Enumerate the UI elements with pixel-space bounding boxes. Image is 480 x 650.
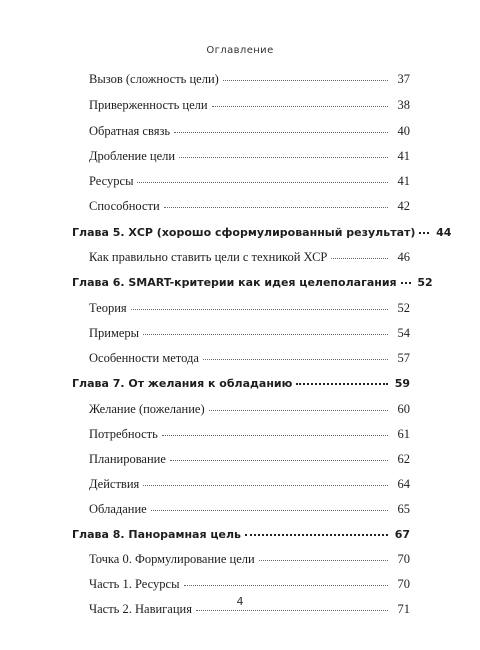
toc-entry-title: Глава 6. SMART-критерии как идея целеполагания — [72, 276, 397, 289]
dot-leader — [164, 199, 388, 208]
toc-section-entry — [89, 477, 410, 497]
toc-chapter-entry — [72, 528, 410, 548]
toc-entry-title: Часть 1. Ресурсы — [89, 577, 180, 591]
toc-section-entry — [89, 149, 410, 169]
toc-entry-page: 54 — [397, 326, 410, 340]
toc-chapter-entry — [72, 226, 452, 246]
toc-entry-page: 59 — [394, 377, 410, 390]
toc-entry-title: Действия — [89, 477, 140, 491]
toc-entry-title: Желание (пожелание) — [89, 402, 205, 416]
toc-entry-page: 71 — [397, 602, 410, 616]
toc-section-entry — [89, 124, 410, 144]
toc-entry-title: Вызов (сложность цели) — [89, 72, 219, 86]
toc-entry-title: Часть 2. Навигация — [89, 602, 192, 616]
toc-entry-page: 57 — [397, 351, 410, 365]
toc-entry-page: 41 — [397, 174, 410, 188]
toc-section-entry — [89, 427, 410, 447]
dot-leader — [203, 351, 388, 360]
toc-entry-title: Обладание — [89, 502, 147, 516]
toc-entry-title: Глава 5. ХСР (хорошо сформулированный результат) — [72, 226, 416, 239]
toc-entry-page: 40 — [397, 124, 410, 138]
toc-entry-page: 70 — [397, 552, 410, 566]
dot-leader — [137, 174, 388, 183]
toc-entry-title: Обратная связь — [89, 124, 171, 138]
toc-entry-title: Планирование — [89, 452, 166, 466]
toc-section-entry — [89, 577, 410, 597]
toc-entry-title: Примеры — [89, 326, 140, 340]
dot-leader — [143, 326, 388, 335]
toc-entry-page: 42 — [397, 199, 410, 213]
toc-entry-title: Способности — [89, 199, 160, 213]
dot-leader — [174, 124, 388, 133]
toc-section-entry — [89, 452, 410, 472]
dot-leader — [296, 375, 388, 385]
toc-entry-page: 52 — [417, 276, 433, 289]
toc-entry-page: 61 — [397, 427, 410, 441]
dot-leader — [245, 526, 388, 536]
toc-section-entry — [89, 502, 410, 522]
dot-leader — [179, 149, 388, 158]
dot-leader — [223, 72, 388, 81]
toc-entry-title: Особенности метода — [89, 351, 199, 365]
dot-leader — [184, 577, 389, 586]
page-number: 4 — [236, 595, 244, 608]
toc-section-entry — [89, 402, 410, 422]
toc-entry-title: Как правильно ставить цели с техникой ХСР — [89, 250, 328, 264]
dot-leader — [170, 452, 388, 461]
toc-entry-page: 60 — [397, 402, 410, 416]
toc-entry-title: Приверженность цели — [89, 98, 208, 112]
dot-leader — [151, 502, 388, 511]
toc-entry-page: 64 — [397, 477, 410, 491]
dot-leader — [162, 427, 388, 436]
toc-entry-page: 41 — [397, 149, 410, 163]
toc-entry-page: 46 — [397, 250, 410, 264]
toc-section-entry — [89, 301, 410, 321]
toc-section-entry — [89, 72, 410, 92]
toc-entry-page: 67 — [394, 528, 410, 541]
toc-entry-title: Глава 7. От желания к обладанию — [72, 377, 293, 390]
toc-section-entry — [89, 351, 410, 371]
toc-section-entry — [89, 174, 410, 194]
toc-section-entry — [89, 250, 410, 270]
dot-leader — [401, 274, 411, 284]
toc-section-entry — [89, 98, 410, 118]
toc-section-entry — [89, 552, 410, 572]
toc-entry-title: Теория — [89, 301, 127, 315]
dot-leader — [331, 250, 388, 259]
toc-entry-page: 70 — [397, 577, 410, 591]
toc-entry-title: Потребность — [89, 427, 158, 441]
toc-section-entry — [89, 199, 410, 219]
toc-entry-title: Ресурсы — [89, 174, 134, 188]
toc-entry-page: 52 — [397, 301, 410, 315]
dot-leader — [209, 402, 388, 411]
toc-entry-page: 65 — [397, 502, 410, 516]
dot-leader — [259, 552, 388, 561]
toc-entry-title: Глава 8. Панорамная цель — [72, 528, 241, 541]
toc-chapter-entry — [72, 377, 410, 397]
toc-section-entry — [89, 326, 410, 346]
toc-chapter-entry — [72, 276, 433, 296]
dot-leader — [143, 477, 388, 486]
toc-entry-page: 38 — [397, 98, 410, 112]
toc-entry-page: 44 — [436, 226, 452, 239]
running-head: Оглавление — [206, 45, 274, 56]
dot-leader — [212, 98, 388, 107]
toc-entry-title: Дробление цели — [89, 149, 176, 163]
toc-entry-page: 62 — [397, 452, 410, 466]
toc-entry-page: 37 — [397, 72, 410, 86]
dot-leader — [419, 224, 429, 234]
dot-leader — [131, 301, 388, 310]
toc-entry-title: Точка 0. Формулирование цели — [89, 552, 255, 566]
